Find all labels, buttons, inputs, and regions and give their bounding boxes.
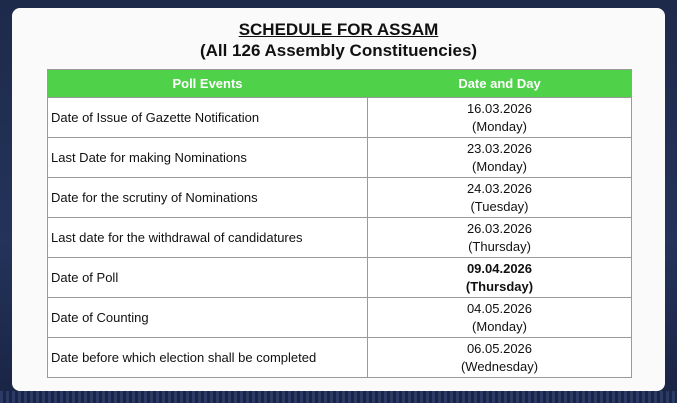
header-date-and-day: Date and Day	[368, 70, 632, 98]
date-cell	[368, 178, 632, 218]
day-value: (Monday)	[472, 318, 527, 334]
event-cell: Last date for the withdrawal of candidatures	[48, 218, 368, 258]
day-value: (Monday)	[472, 118, 527, 134]
date-value: 24.03.2026	[466, 180, 533, 196]
day-value: (Monday)	[472, 158, 527, 174]
event-cell: Date of Issue of Gazette Notification	[48, 98, 368, 138]
background-stripe	[0, 391, 677, 403]
date-cell	[368, 298, 632, 338]
table-row	[48, 258, 632, 298]
day-value: (Wednesday)	[460, 358, 539, 374]
schedule-card	[12, 8, 665, 391]
table-row	[48, 218, 632, 258]
date-cell-poll	[368, 258, 632, 298]
event-cell: Date for the scrutiny of Nominations	[48, 178, 368, 218]
date-value: 23.03.2026	[466, 140, 533, 156]
date-value: 09.04.2026	[466, 260, 533, 276]
header-poll-events: Poll Events	[48, 70, 368, 98]
day-value: (Tuesday)	[470, 198, 529, 214]
date-value: 06.05.2026	[466, 340, 533, 356]
day-value: (Thursday)	[468, 238, 531, 254]
date-cell	[368, 98, 632, 138]
table-row	[48, 98, 632, 138]
schedule-title	[12, 19, 665, 61]
date-cell	[368, 218, 632, 258]
table-header-row	[48, 70, 632, 98]
table-row	[48, 138, 632, 178]
event-cell: Date of Counting	[48, 298, 368, 338]
date-cell	[368, 138, 632, 178]
title-line-2: (All 126 Assembly Constituencies)	[199, 41, 478, 60]
day-value: (Thursday)	[465, 278, 534, 294]
event-cell: Last Date for making Nominations	[48, 138, 368, 178]
event-cell: Date before which election shall be completed	[48, 338, 368, 378]
schedule-table	[47, 69, 632, 378]
date-value: 16.03.2026	[466, 100, 533, 116]
date-value: 26.03.2026	[466, 220, 533, 236]
event-cell: Date of Poll	[48, 258, 368, 298]
title-line-1: SCHEDULE FOR ASSAM	[238, 20, 439, 39]
date-value: 04.05.2026	[466, 300, 533, 316]
table-row	[48, 178, 632, 218]
date-cell	[368, 338, 632, 378]
table-row	[48, 298, 632, 338]
table-row	[48, 338, 632, 378]
